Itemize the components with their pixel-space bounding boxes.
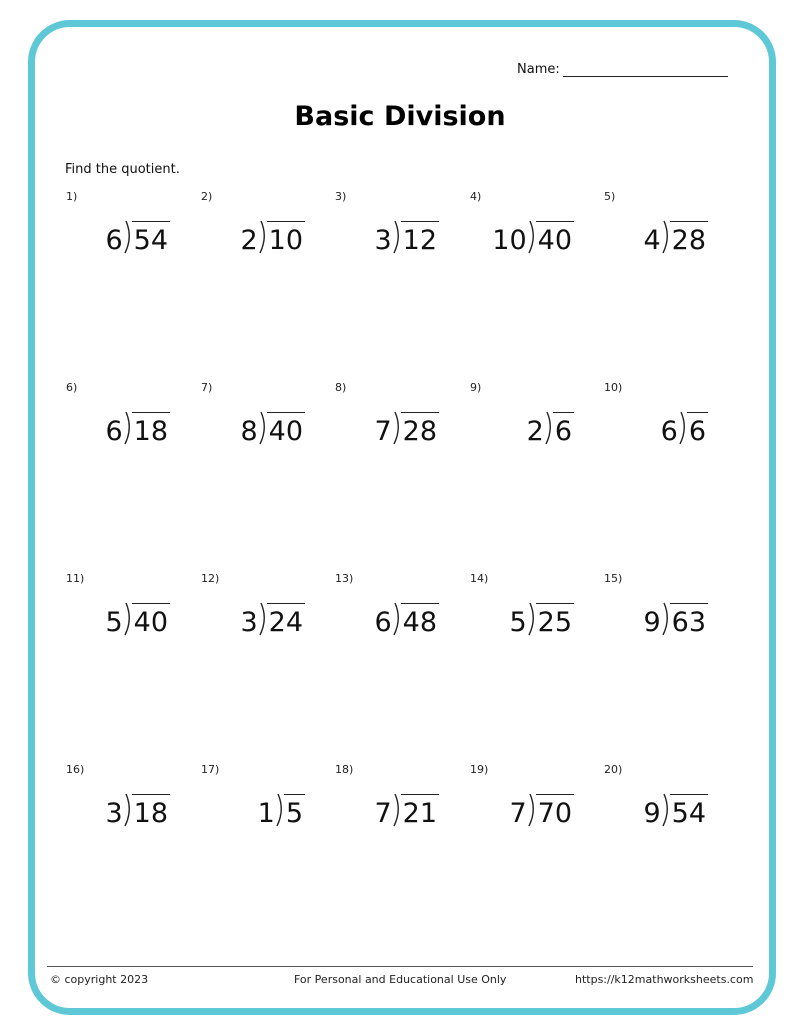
copyright-text: © copyright 2023 <box>50 973 149 986</box>
dividend: 63 <box>670 603 708 636</box>
problem-number: 18) <box>335 763 354 776</box>
division-bracket-icon <box>662 793 670 827</box>
problem-number: 13) <box>335 572 354 585</box>
page-title: Basic Division <box>294 101 506 132</box>
division-bracket-icon <box>393 411 401 445</box>
dividend: 54 <box>132 221 170 254</box>
long-division-expression <box>492 220 574 254</box>
division-bracket-icon <box>259 602 267 636</box>
problem-number: 6) <box>66 381 78 394</box>
problem-item <box>201 190 335 310</box>
dividend: 25 <box>536 603 574 636</box>
divisor: 6 <box>105 416 123 447</box>
dividend: 24 <box>267 603 305 636</box>
long-division-expression <box>105 411 170 445</box>
problem-number: 16) <box>66 763 85 776</box>
problem-number: 15) <box>604 572 623 585</box>
long-division-expression <box>509 602 574 636</box>
problem-item <box>470 190 604 310</box>
name-blank-line[interactable] <box>563 63 728 77</box>
division-bracket-icon <box>124 793 132 827</box>
divisor: 8 <box>240 416 258 447</box>
dividend: 5 <box>284 794 305 827</box>
division-bracket-icon <box>124 602 132 636</box>
problem-item <box>335 763 469 883</box>
dividend: 40 <box>132 603 170 636</box>
dividend: 10 <box>267 221 305 254</box>
long-division-expression <box>258 793 305 827</box>
divisor: 4 <box>643 225 661 256</box>
long-division-expression <box>374 411 439 445</box>
long-division-expression <box>643 602 708 636</box>
division-bracket-icon <box>528 793 536 827</box>
divisor: 5 <box>105 607 123 638</box>
problem-number: 20) <box>604 763 623 776</box>
problem-number: 7) <box>201 381 213 394</box>
problem-item <box>66 190 200 310</box>
name-field <box>517 62 728 77</box>
division-bracket-icon <box>259 220 267 254</box>
division-bracket-icon <box>393 793 401 827</box>
division-bracket-icon <box>528 220 536 254</box>
problem-item <box>335 572 469 692</box>
problem-item <box>201 572 335 692</box>
dividend: 28 <box>670 221 708 254</box>
division-bracket-icon <box>124 411 132 445</box>
problem-number: 19) <box>470 763 489 776</box>
division-bracket-icon <box>545 411 553 445</box>
division-bracket-icon <box>662 220 670 254</box>
dividend: 70 <box>536 794 574 827</box>
dividend: 54 <box>670 794 708 827</box>
problem-number: 11) <box>66 572 85 585</box>
long-division-expression <box>661 411 708 445</box>
divisor: 5 <box>509 607 527 638</box>
long-division-expression <box>643 220 708 254</box>
dividend: 12 <box>401 221 439 254</box>
problem-item <box>470 381 604 501</box>
problem-item <box>66 381 200 501</box>
long-division-expression <box>105 793 170 827</box>
divisor: 3 <box>105 798 123 829</box>
problem-number: 12) <box>201 572 220 585</box>
problem-item <box>201 381 335 501</box>
divisor: 2 <box>526 416 544 447</box>
usage-notice: For Personal and Educational Use Only <box>294 973 507 986</box>
divisor: 6 <box>374 607 392 638</box>
problem-item <box>201 763 335 883</box>
divisor: 2 <box>240 225 258 256</box>
dividend: 40 <box>267 412 305 445</box>
divisor: 7 <box>374 798 392 829</box>
problem-number: 4) <box>470 190 482 203</box>
problem-number: 14) <box>470 572 489 585</box>
long-division-expression <box>240 220 305 254</box>
problem-number: 17) <box>201 763 220 776</box>
division-bracket-icon <box>276 793 284 827</box>
division-bracket-icon <box>124 220 132 254</box>
divisor: 6 <box>105 225 123 256</box>
problem-number: 1) <box>66 190 78 203</box>
instructions: Find the quotient. <box>65 162 180 177</box>
website-link[interactable]: https://k12mathworksheets.com <box>575 973 754 986</box>
problem-number: 8) <box>335 381 347 394</box>
long-division-expression <box>374 793 439 827</box>
divisor: 3 <box>374 225 392 256</box>
long-division-expression <box>240 411 305 445</box>
dividend: 48 <box>401 603 439 636</box>
problem-number: 3) <box>335 190 347 203</box>
name-label: Name: <box>517 62 560 77</box>
dividend: 40 <box>536 221 574 254</box>
problem-number: 10) <box>604 381 623 394</box>
problem-number: 5) <box>604 190 616 203</box>
divisor: 7 <box>509 798 527 829</box>
divisor: 7 <box>374 416 392 447</box>
division-bracket-icon <box>679 411 687 445</box>
dividend: 6 <box>553 412 574 445</box>
footer-divider <box>47 966 753 967</box>
problem-item <box>604 190 738 310</box>
long-division-expression <box>509 793 574 827</box>
problem-item <box>604 381 738 501</box>
division-bracket-icon <box>393 220 401 254</box>
long-division-expression <box>105 220 170 254</box>
dividend: 6 <box>687 412 708 445</box>
divisor: 6 <box>660 416 678 447</box>
division-bracket-icon <box>662 602 670 636</box>
division-bracket-icon <box>528 602 536 636</box>
divisor: 1 <box>257 798 275 829</box>
long-division-expression <box>374 220 439 254</box>
divisor: 9 <box>643 607 661 638</box>
problem-item <box>335 381 469 501</box>
divisor: 9 <box>643 798 661 829</box>
problem-number: 9) <box>470 381 482 394</box>
problem-item <box>335 190 469 310</box>
dividend: 18 <box>132 412 170 445</box>
long-division-expression <box>374 602 439 636</box>
problem-number: 2) <box>201 190 213 203</box>
problem-item <box>604 763 738 883</box>
divisor: 10 <box>492 225 527 256</box>
problem-item <box>66 763 200 883</box>
division-bracket-icon <box>259 411 267 445</box>
long-division-expression <box>643 793 708 827</box>
problem-item <box>66 572 200 692</box>
long-division-expression <box>240 602 305 636</box>
dividend: 28 <box>401 412 439 445</box>
divisor: 3 <box>240 607 258 638</box>
dividend: 21 <box>401 794 439 827</box>
division-bracket-icon <box>393 602 401 636</box>
long-division-expression <box>105 602 170 636</box>
problem-item <box>470 572 604 692</box>
dividend: 18 <box>132 794 170 827</box>
problem-item <box>470 763 604 883</box>
long-division-expression <box>527 411 574 445</box>
problem-item <box>604 572 738 692</box>
